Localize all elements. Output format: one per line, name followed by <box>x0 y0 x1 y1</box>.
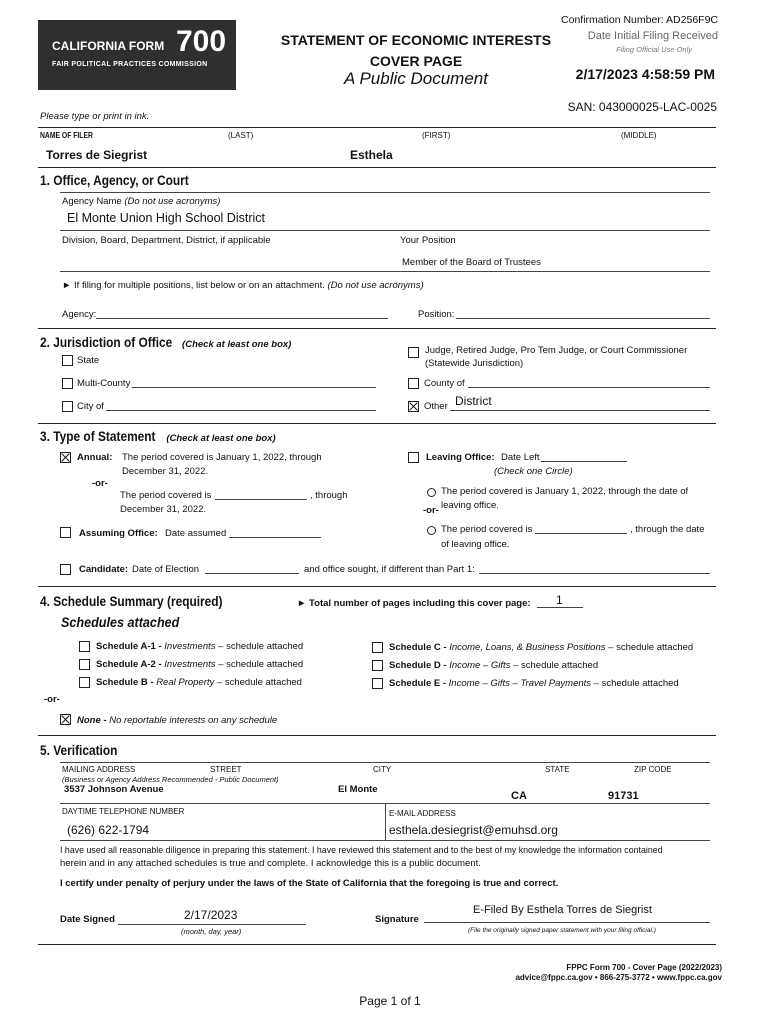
last-name-label: (LAST) <box>228 131 254 140</box>
form-subtitle: COVER PAGE <box>369 53 463 69</box>
filer-first-name[interactable]: Esthela <box>350 148 393 162</box>
leaving-option-2-through: , through the date <box>630 524 705 535</box>
state-label: State <box>77 355 100 366</box>
state-label-address: STATE <box>545 765 570 774</box>
candidate-checkbox[interactable] <box>60 564 71 575</box>
email-label: E-MAIL ADDRESS <box>389 809 456 818</box>
filer-last-name[interactable]: Torres de Siegrist <box>46 148 148 162</box>
state-value[interactable]: CA <box>511 790 527 802</box>
period-text: The period covered is <box>120 490 212 501</box>
date-election-field[interactable] <box>205 573 299 574</box>
section-2-title: 2. Jurisdiction of Office <box>40 334 173 350</box>
schedules-attached-label: Schedules attached <box>61 614 180 630</box>
mailing-note: (Business or Agency Address Recommended - Public Document) <box>62 775 279 784</box>
candidate-label: Candidate: <box>79 564 129 575</box>
none-checkbox[interactable] <box>60 714 71 725</box>
city-label: CITY <box>373 765 392 774</box>
public-document-label: A Public Document <box>344 69 488 88</box>
check-circle-note: (Check one Circle) <box>494 466 573 477</box>
middle-name-label: (MIDDLE) <box>621 131 657 140</box>
phone-value[interactable]: (626) 622-1794 <box>67 823 150 837</box>
schedule-c-label: Schedule C - Income, Loans, & Business Positions – schedule attached <box>389 642 694 653</box>
date-left-field[interactable] <box>541 461 627 462</box>
section-2-note: (Check at least one box) <box>182 339 292 350</box>
street-label: STREET <box>210 765 242 774</box>
office-sought-label: and office sought, if different than Part 1: <box>304 564 475 575</box>
period-field[interactable] <box>215 499 307 500</box>
section-5-title: 5. Verification <box>40 742 118 758</box>
schedule-or: -or- <box>44 694 60 705</box>
schedule-e-label: Schedule E - Income – Gifts – Travel Payments – schedule attached <box>389 678 679 689</box>
date-assumed-field[interactable] <box>229 537 321 538</box>
leaving-option-1-radio[interactable] <box>427 488 436 497</box>
email-value[interactable]: esthela.desiegrist@emuhsd.org <box>389 823 558 837</box>
city-checkbox[interactable] <box>62 401 73 412</box>
agency2-field[interactable] <box>96 318 388 319</box>
date-initial-label: Date Initial Filing Received <box>587 30 718 42</box>
assuming-office-checkbox[interactable] <box>60 527 71 538</box>
period-text-2: December 31, 2022. <box>120 504 207 515</box>
office-sought-field[interactable] <box>479 573 710 574</box>
leaving-option-2-text: The period covered is <box>441 524 533 535</box>
none-label: None - No reportable interests on any schedule <box>77 715 278 726</box>
date-format-note: (month, day, year) <box>181 927 242 936</box>
position2-label: Position: <box>418 309 455 320</box>
county-field[interactable] <box>468 387 710 388</box>
schedule-b-checkbox[interactable] <box>79 677 90 688</box>
multiple-positions-note: ► If filing for multiple positions, list below or on an attachment. (Do not use acronyms) <box>62 280 424 291</box>
signature-label: Signature <box>375 914 419 925</box>
section-2-header <box>40 334 291 352</box>
multi-county-checkbox[interactable] <box>62 378 73 389</box>
section-3-header <box>40 428 276 446</box>
footer-form-info: FPPC Form 700 - Cover Page (2022/2023) <box>566 963 722 972</box>
leaving-option-1-text-2: leaving office. <box>441 500 499 511</box>
signature-note: (File the originally signed paper statement with your filing official.) <box>468 927 656 934</box>
agency-name-label: Agency Name (Do not use acronyms) <box>62 196 221 207</box>
total-pages-value[interactable]: 1 <box>556 593 563 607</box>
other-checkbox[interactable] <box>408 401 419 412</box>
confirmation-number: Confirmation Number: AD256F9C <box>561 14 718 26</box>
certification-statement: I certify under penalty of perjury under the laws of the State of California that the foregoing is true and correct. <box>60 878 559 889</box>
position-value[interactable]: Member of the Board of Trustees <box>402 257 541 268</box>
leaving-option-2-radio[interactable] <box>427 526 436 535</box>
county-of-label: County of <box>424 378 465 389</box>
form-badge <box>38 20 236 90</box>
county-checkbox[interactable] <box>408 378 419 389</box>
position2-field[interactable] <box>456 318 710 319</box>
leaving-or: -or- <box>423 505 439 516</box>
san-number: SAN: 043000025-LAC-0025 <box>567 100 717 114</box>
annual-text-2: December 31, 2022. <box>122 466 209 477</box>
annual-checkbox[interactable] <box>60 452 71 463</box>
commission-label: FAIR POLITICAL PRACTICES COMMISSION <box>52 61 208 68</box>
section-4-title: 4. Schedule Summary (required) <box>40 593 223 609</box>
first-name-label: (FIRST) <box>422 131 451 140</box>
annual-text-1: The period covered is January 1, 2022, through <box>122 452 322 463</box>
annual-label: Annual: <box>77 452 113 463</box>
schedule-a1-label: Schedule A-1 - Investments – schedule attached <box>96 641 304 652</box>
footer-contact: advice@fppc.ca.gov • 866-275-3772 • www.fppc.ca.gov <box>515 973 722 982</box>
form-number: 700 <box>176 25 227 58</box>
city-value[interactable]: El Monte <box>338 784 378 795</box>
zip-label: ZIP CODE <box>634 765 672 774</box>
schedule-a2-label: Schedule A-2 - Investments – schedule attached <box>96 659 304 670</box>
signature-value[interactable]: E-Filed By Esthela Torres de Siegrist <box>473 904 652 916</box>
leaving-office-checkbox[interactable] <box>408 452 419 463</box>
schedule-e-checkbox[interactable] <box>372 678 383 689</box>
multi-county-label: Multi-County <box>77 378 131 389</box>
leaving-office-label: Leaving Office: <box>426 452 495 463</box>
agency-name-value[interactable]: El Monte Union High School District <box>67 211 265 225</box>
date-assumed-label: Date assumed <box>165 528 227 539</box>
judge-label: Judge, Retired Judge, Pro Tem Judge, or Court Commissioner <box>425 345 688 356</box>
city-of-label: City of <box>77 401 104 412</box>
leaving-period-field[interactable] <box>535 533 627 534</box>
division-label: Division, Board, Department, District, if applicable <box>62 235 271 246</box>
date-signed-value[interactable]: 2/17/2023 <box>184 908 238 922</box>
filed-datetime: 2/17/2023 4:58:59 PM <box>575 66 715 82</box>
phone-label: DAYTIME TELEPHONE NUMBER <box>62 807 185 816</box>
total-pages-label: ► Total number of pages including this cover page: <box>297 598 531 609</box>
leaving-option-1-text: The period covered is January 1, 2022, through the date of <box>441 486 689 497</box>
schedule-a2-checkbox[interactable] <box>79 659 90 670</box>
section-3-note: (Check at least one box) <box>166 433 276 444</box>
leaving-option-2-text-2: of leaving office. <box>441 539 510 550</box>
other-label: Other <box>424 401 448 412</box>
ink-instruction: Please type or print in ink. <box>40 111 150 122</box>
city-field[interactable] <box>106 410 376 411</box>
section-1-title: 1. Office, Agency, or Court <box>40 172 189 188</box>
through-label: , through <box>310 490 348 501</box>
page-number: Page 1 of 1 <box>359 994 421 1008</box>
schedule-d-checkbox[interactable] <box>372 660 383 671</box>
schedule-c-checkbox[interactable] <box>372 642 383 653</box>
multi-county-field[interactable] <box>132 387 376 388</box>
street-value[interactable]: 3537 Johnson Avenue <box>64 784 164 795</box>
your-position-label: Your Position <box>400 235 456 246</box>
statewide-label: (Statewide Jurisdiction) <box>425 358 524 369</box>
state-checkbox[interactable] <box>62 355 73 366</box>
schedule-a1-checkbox[interactable] <box>79 641 90 652</box>
date-election-label: Date of Election <box>132 564 200 575</box>
mailing-address-label: MAILING ADDRESS <box>62 765 136 774</box>
zip-value[interactable]: 91731 <box>608 790 639 802</box>
filer-name-label: NAME OF FILER <box>40 131 93 140</box>
other-value[interactable]: District <box>455 394 492 408</box>
date-left-label: Date Left <box>501 452 540 463</box>
assuming-office-label: Assuming Office: <box>79 528 158 539</box>
schedule-d-label: Schedule D - Income – Gifts – schedule attached <box>389 660 599 671</box>
annual-or: -or- <box>92 478 108 489</box>
schedule-b-label: Schedule B - Real Property – schedule attached <box>96 677 302 688</box>
diligence-statement-1: I have used all reasonable diligence in preparing this statement. I have reviewed this statement and to the best of my knowledge the information contained <box>60 845 663 856</box>
form-title: STATEMENT OF ECONOMIC INTERESTS <box>280 32 552 48</box>
agency2-label: Agency: <box>62 309 97 320</box>
date-signed-label: Date Signed <box>60 914 115 925</box>
section-3-title: 3. Type of Statement <box>40 428 156 444</box>
diligence-statement-2: herein and in any attached schedules is true and complete. I acknowledge this is a public document. <box>60 858 481 869</box>
judge-checkbox[interactable] <box>408 347 419 358</box>
official-use-label: Filing Official Use Only <box>616 45 692 54</box>
form-label: CALIFORNIA FORM <box>52 39 165 53</box>
